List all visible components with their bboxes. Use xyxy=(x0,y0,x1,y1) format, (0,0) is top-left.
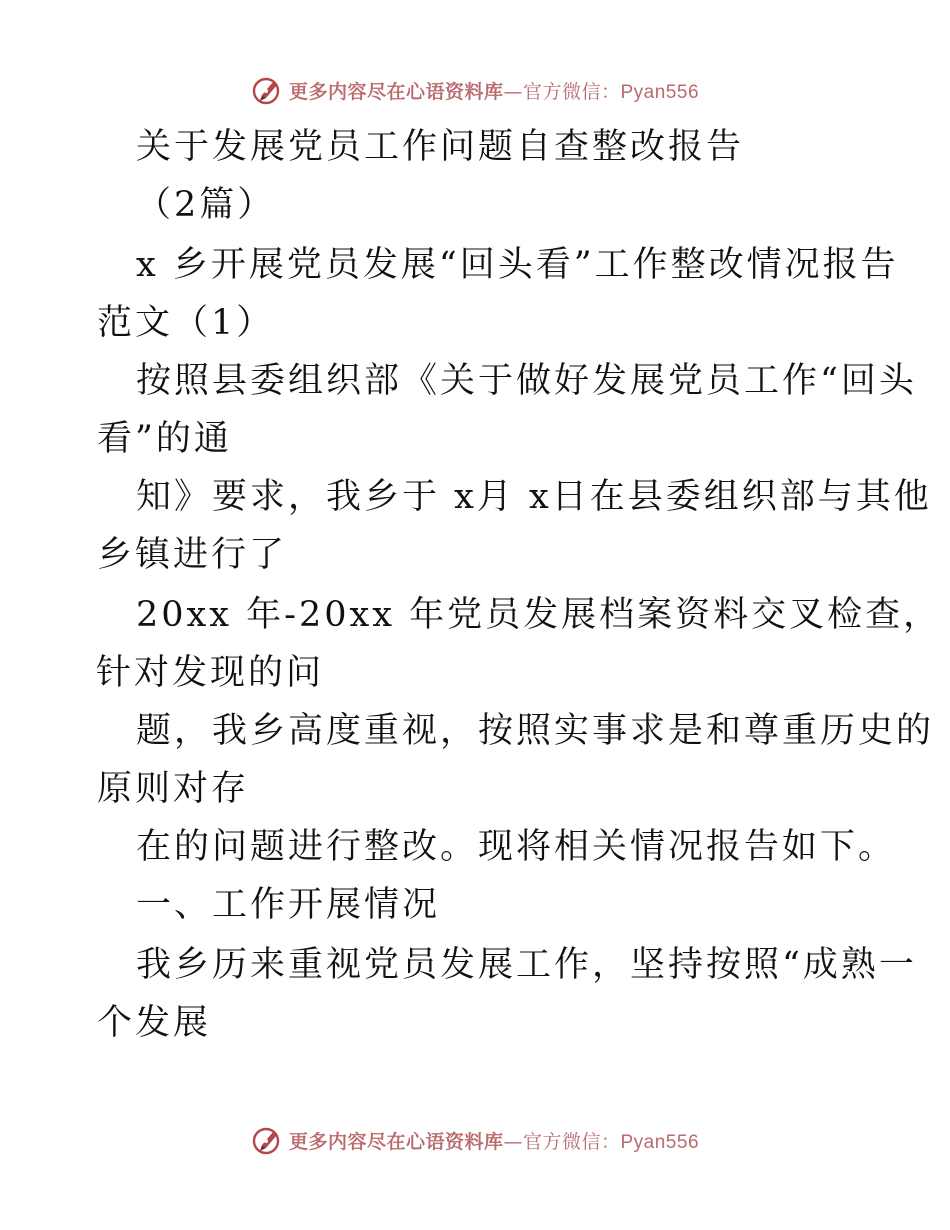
text-line: 知》要求，我乡于 x月 x日在县委组织部与其他 xyxy=(136,477,932,517)
watermark-dash: — xyxy=(503,80,523,103)
pen-in-circle-icon xyxy=(251,73,285,107)
text-line: 范文（1） xyxy=(97,303,275,343)
pen-in-circle-icon xyxy=(251,1123,285,1157)
text-line: 在的问题进行整改。现将相关情况报告如下。 xyxy=(136,827,897,867)
section-heading: 一、工作开展情况 xyxy=(136,885,441,925)
document-title: 关于发展党员工作问题自查整改报告 xyxy=(136,127,745,167)
text-line: 我乡历来重视党员发展工作，坚持按照“成熟一 xyxy=(136,945,917,985)
watermark-site-name: 更多内容尽在心语资料库 xyxy=(288,80,504,103)
header-watermark-banner xyxy=(0,70,950,110)
text-line: 乡镇进行了 xyxy=(97,535,288,575)
watermark-text xyxy=(289,1127,699,1154)
watermark-text xyxy=(289,77,699,104)
text-line: 针对发现的问 xyxy=(96,653,325,693)
text-line: 20xx 年-20xx 年党员发展档案资料交叉检查， xyxy=(136,595,942,635)
watermark-site-name: 更多内容尽在心语资料库 xyxy=(288,1130,504,1153)
text-line: 看”的通 xyxy=(97,419,232,459)
watermark-wechat-label: 官方微信： xyxy=(522,80,621,103)
text-line: 原则对存 xyxy=(97,769,250,809)
watermark-wechat-id: Pyan556 xyxy=(620,81,700,103)
text-line: 题，我乡高度重视，按照实事求是和尊重历史的 xyxy=(136,711,935,751)
watermark-wechat-label: 官方微信： xyxy=(522,1130,621,1153)
footer-watermark-banner xyxy=(0,1120,950,1160)
text-line: 个发展 xyxy=(97,1003,212,1043)
watermark-dash: — xyxy=(503,1130,523,1153)
document-title-count: （2篇） xyxy=(136,185,276,225)
text-line: x 乡开展党员发展“回头看”工作整改情况报告 xyxy=(136,245,899,285)
text-line: 按照县委组织部《关于做好发展党员工作“回头 xyxy=(136,361,917,401)
watermark-wechat-id: Pyan556 xyxy=(620,1131,700,1153)
